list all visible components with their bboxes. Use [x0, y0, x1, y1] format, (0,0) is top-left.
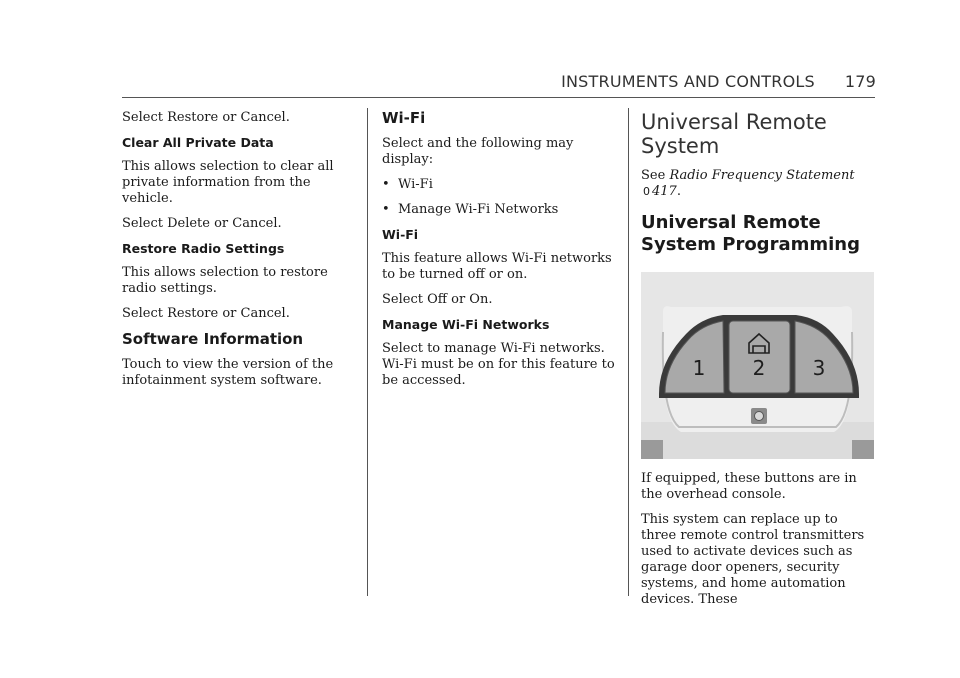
- overhead-console-figure: [641, 272, 874, 459]
- button-label: 2: [752, 356, 766, 380]
- paragraph: This system can replace up to three remote control transmitters used to activate devices such as garage door openers, security systems, and home automation devices. These: [641, 512, 865, 607]
- paragraph: Select Restore or Cancel.: [122, 110, 290, 125]
- heading-universal-remote-system: Universal Remote System: [641, 110, 827, 158]
- paragraph: Select Delete or Cancel.: [122, 216, 282, 231]
- see-prefix: See: [641, 168, 666, 183]
- heading-restore-radio-settings: Restore Radio Settings: [122, 241, 285, 256]
- heading-wifi: Wi-Fi: [382, 109, 426, 127]
- heading-manage-wifi-networks: Manage Wi-Fi Networks: [382, 317, 550, 332]
- column-divider: [628, 108, 629, 596]
- heading-software-information: Software Information: [122, 330, 304, 348]
- paragraph: Select and the following may display:: [382, 136, 574, 167]
- page-number: 179: [844, 72, 876, 91]
- header-rule: [122, 97, 875, 98]
- paragraph: This allows selection to clear all private information from the vehicle.: [122, 159, 334, 206]
- column-divider: [367, 108, 368, 596]
- cross-reference: See Radio Frequency Statement 0 417.: [641, 168, 855, 199]
- paragraph: Select to manage Wi-Fi networks. Wi-Fi must be on for this feature to be accessed.: [382, 341, 615, 388]
- heading-clear-all-private-data: Clear All Private Data: [122, 135, 274, 150]
- reference-link[interactable]: Radio Frequency Statement: [669, 168, 855, 183]
- column-1: [122, 110, 354, 398]
- list-item-text: Wi-Fi: [398, 177, 433, 192]
- paragraph: If equipped, these buttons are in the overhead console.: [641, 471, 857, 502]
- column-3: [641, 110, 875, 617]
- list-item-text: Manage Wi-Fi Networks: [398, 202, 559, 217]
- heading-programming: Universal Remote System Programming: [641, 212, 860, 255]
- paragraph: Select Restore or Cancel.: [122, 306, 290, 321]
- paragraph: This allows selection to restore radio settings.: [122, 265, 328, 296]
- bullet-icon: •: [382, 202, 390, 217]
- section-title: INSTRUMENTS AND CONTROLS: [561, 72, 815, 91]
- bullet-icon: •: [382, 177, 390, 192]
- paragraph: Touch to view the version of the infotainment system software.: [122, 357, 334, 388]
- paragraph: Select Off or On.: [382, 292, 493, 307]
- button-label: 3: [812, 356, 826, 380]
- paragraph: This feature allows Wi-Fi networks to be turned off or on.: [382, 251, 612, 282]
- list-item: [382, 177, 616, 193]
- button-label: 1: [692, 356, 706, 380]
- list-item: [382, 202, 616, 218]
- page-arrow-icon: 0: [643, 185, 650, 198]
- reference-page: 417: [652, 184, 677, 199]
- page-header: [560, 72, 876, 91]
- column-2: [382, 110, 616, 398]
- heading-wifi-sub: Wi-Fi: [382, 227, 419, 242]
